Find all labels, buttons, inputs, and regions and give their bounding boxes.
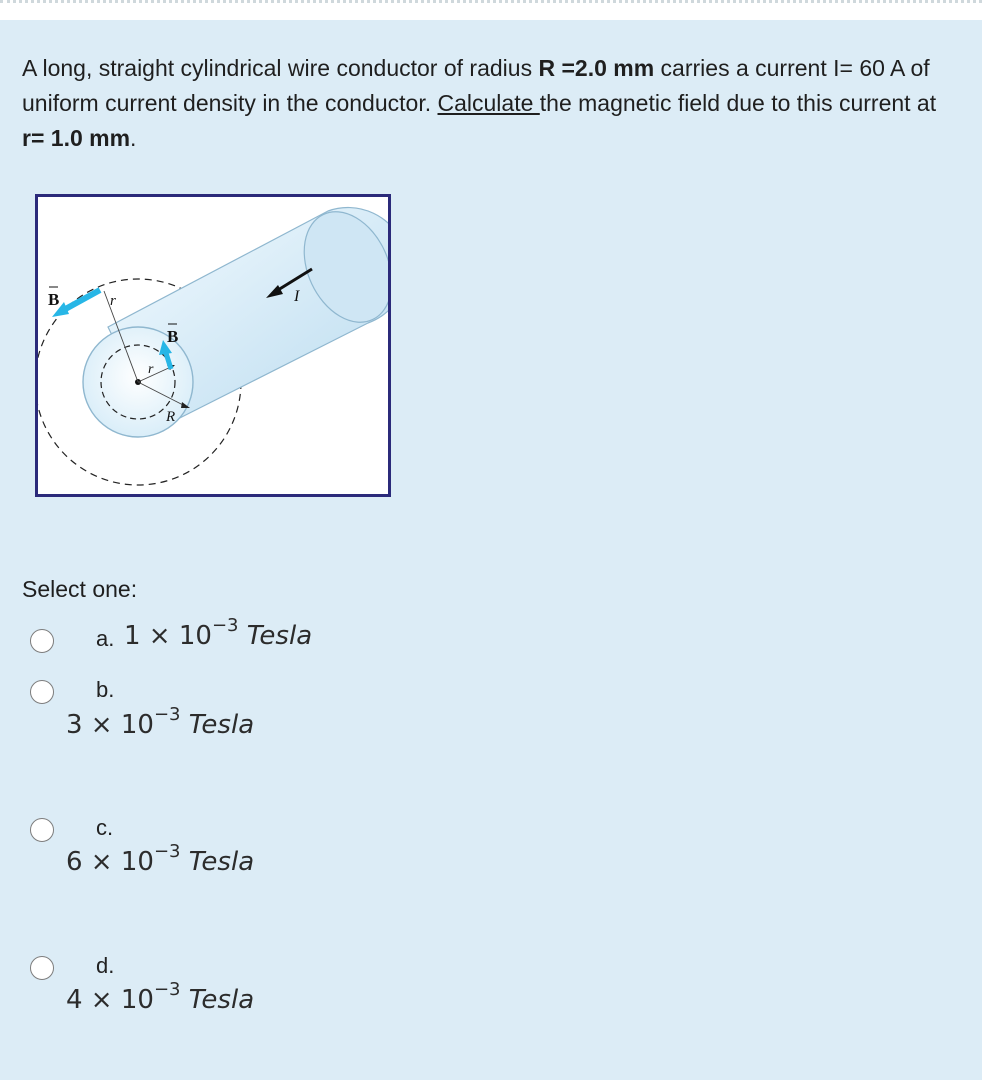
option-a-letter: a. [96,626,115,651]
question-part2: carries a current I= 60 A of uniform current density in the conductor. [22,55,930,116]
option-a-exponent: −3 [211,615,239,636]
label-r-outer: r [110,293,116,309]
label-I: I [294,288,300,305]
select-one-label: Select one: [22,576,138,602]
label-B-inner: B [167,327,179,346]
question-part3: the magnetic field due to this current at [539,90,937,116]
radius-value: R =2.0 mm [538,55,655,81]
option-c-radio[interactable] [30,818,54,842]
question-part4: . [130,125,137,151]
option-a-unit: Tesla [246,621,313,651]
option-d-value[interactable] [66,979,255,1015]
option-b-coefficient: 3 × 10 [66,710,154,740]
option-b-radio[interactable] [30,680,54,704]
option-b-value[interactable] [66,704,255,740]
option-b-letter: b. [96,677,115,702]
option-c-unit: Tesla [188,847,255,877]
option-d-coefficient: 4 × 10 [66,985,154,1015]
label-B-outer: B [48,290,60,309]
option-a-value[interactable] [124,615,313,651]
option-c-letter: c. [96,815,114,840]
option-a-coefficient: 1 × 10 [124,621,212,651]
option-a-radio[interactable] [30,629,54,653]
label-R: R [166,409,176,425]
option-d-letter: d. [96,953,115,978]
option-d-exponent: −3 [153,979,181,1000]
option-d-radio[interactable] [30,956,54,980]
r-value: r= 1.0 mm [22,125,131,151]
option-b-unit: Tesla [188,710,255,740]
option-c-exponent: −3 [153,841,181,862]
wire-diagram [38,197,388,494]
wire-figure [35,194,391,497]
option-c-coefficient: 6 × 10 [66,847,154,877]
option-d-unit: Tesla [188,985,255,1015]
label-r-inner: r [148,362,154,377]
top-divider [0,0,982,20]
question-part1: A long, straight cylindrical wire conductor of radius [22,55,539,81]
option-c-value[interactable] [66,841,255,877]
option-b-exponent: −3 [153,704,181,725]
calculate-word: Calculate [437,90,540,116]
question-panel [0,20,982,1080]
question-text [22,51,952,156]
